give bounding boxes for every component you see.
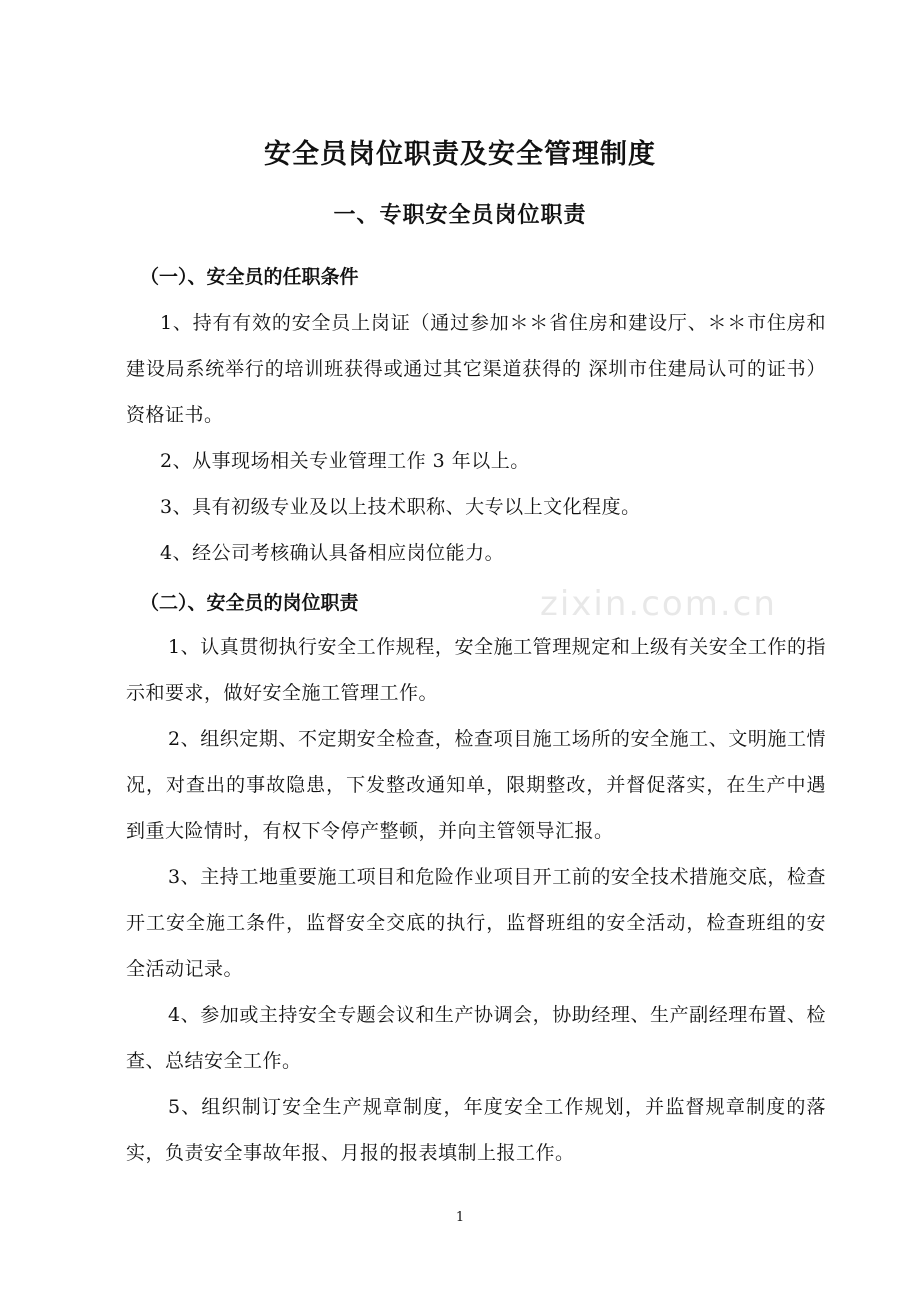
duty-item: 2、组织定期、不定期安全检查，检查项目施工场所的安全施工、文明施工情况，对查出的事故隐患，下发整改通知单，限期整改，并督促落实，在生产中遇到重大险情时，有权下令停产整顿，并向主管领导汇报。 (126, 728, 826, 842)
watermark: zixin.com.cn (540, 584, 777, 624)
page-number: 1 (455, 1210, 465, 1225)
sub-heading-duties: （二）、安全员的岗位职责 (140, 592, 359, 614)
sub-heading-qualifications: （一）、安全员的任职条件 (140, 266, 359, 288)
duty-item: 1、认真贯彻执行安全工作规程，安全施工管理规定和上级有关安全工作的指示和要求，做好安全施工管理工作。 (126, 636, 826, 704)
section-title: 一、专职安全员岗位职责 (333, 203, 587, 228)
condition-item: 2、从事现场相关专业管理工作 3 年以上。 (160, 450, 530, 472)
document-title: 安全员岗位职责及安全管理制度 (264, 139, 656, 170)
duty-item: 3、主持工地重要施工项目和危险作业项目开工前的安全技术措施交底，检查开工安全施工条件，监督安全交底的执行，监督班组的安全活动，检查班组的安全活动记录。 (126, 866, 826, 980)
duty-item: 4、参加或主持安全专题会议和生产协调会，协助经理、生产副经理布置、检查、总结安全工作。 (126, 1004, 826, 1072)
duty-item: 5、组织制订安全生产规章制度，年度安全工作规划，并监督规章制度的落实，负责安全事故年报、月报的报表填制上报工作。 (126, 1096, 826, 1164)
condition-item: 1、持有有效的安全员上岗证（通过参加＊＊省住房和建设厅、＊＊市住房和建设局系统举行的培训班获得或通过其它渠道获得的 深圳市住建局认可的证书）资格证书。 (126, 312, 826, 426)
condition-item: 3、具有初级专业及以上技术职称、大专以上文化程度。 (160, 496, 641, 518)
condition-item: 4、经公司考核确认具备相应岗位能力。 (160, 542, 505, 564)
